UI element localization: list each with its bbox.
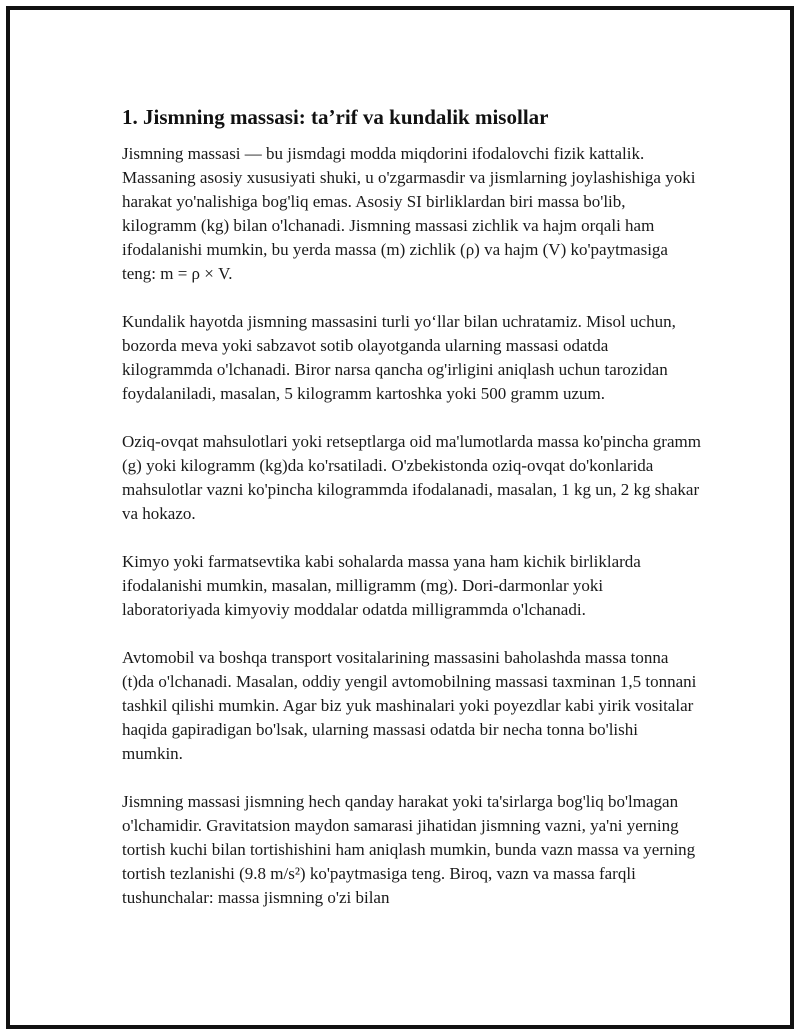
section-title: 1. Jismning massasi: ta’rif va kundalik misollar	[122, 105, 549, 129]
paragraph-food-products: Oziq-ovqat mahsulotlari yoki retseptlarga oid ma'lumotlarda massa ko'pincha gramm (g) yoki kilogramm (kg)da ko'rsatiladi. O'zbekistonda oziq-ovqat do'konlarida mahsulotlar vazni ko'pincha kilogrammda ifodalanadi, masalan, 1 kg un, 2 kg shakar va hokazo.	[122, 432, 701, 523]
paragraph-chemistry: Kimyo yoki farmatsevtika kabi sohalarda massa yana ham kichik birliklarda ifodalanishi mumkin, masalan, milligramm (mg). Dori-darmonlar yoki laboratoriyada kimyoviy moddalar odatda milligrammda o'lchanadi.	[122, 552, 641, 619]
paragraph-daily-life: Kundalik hayotda jismning massasini turli yo‘llar bilan uchratamiz. Misol uchun, bozorda meva yoki sabzavot sotib olayotganda ularning massasi odatda kilogrammda o'lchanadi. Biror narsa qancha og'irligini aniqlash uchun tarozidan foydalaniladi, masalan, 5 kilogramm kartoshka yoki 500 gramm uzum.	[122, 312, 676, 403]
paragraph-weight-vs-mass: Jismning massasi jismning hech qanday harakat yoki ta'sirlarga bog'liq bo'lmagan o'lchamidir. Gravitatsion maydon samarasi jihatidan jismning vazni, ya'ni yerning tortish kuchi bilan tortishishini ham aniqlash mumkin, bunda vazn massa va yerning tortish tezlanishi (9.8 m/s²) ko'paytmasiga teng. Biroq, vazn va massa farqli tushunchalar: massa jismning o'zi bilan	[122, 792, 696, 907]
paragraph-definition: Jismning massasi — bu jismdagi modda miqdorini ifodalovchi fizik kattalik. Massaning asosiy xususiyati shuki, u o'zgarmasdir va jismlarning joylashishiga yoki harakat yo'nalishiga bog'liq emas. Asosiy SI birliklardan biri massa bo'lib, kilogramm (kg) bilan o'lchanadi. Jismning massasi zichlik va hajm orqali ham ifodalanishi mumkin, bu yerda massa (m) zichlik (ρ) va hajm (V) ko'paytmasiga teng: m = ρ × V.	[122, 144, 696, 283]
paragraph-transport: Avtomobil va boshqa transport vositalarining massasini baholashda massa tonna (t)da o'lchanadi. Masalan, oddiy yengil avtomobilning massasi taxminan 1,5 tonnani tashkil qilishi mumkin. Agar biz yuk mashinalari yoki poyezdlar kabi yirik vositalar haqida gapiradigan bo'lsak, ularning massasi odatda bir necha tonna bo'lishi mumkin.	[122, 648, 697, 763]
page-frame	[6, 6, 794, 1029]
document-body	[122, 102, 702, 934]
